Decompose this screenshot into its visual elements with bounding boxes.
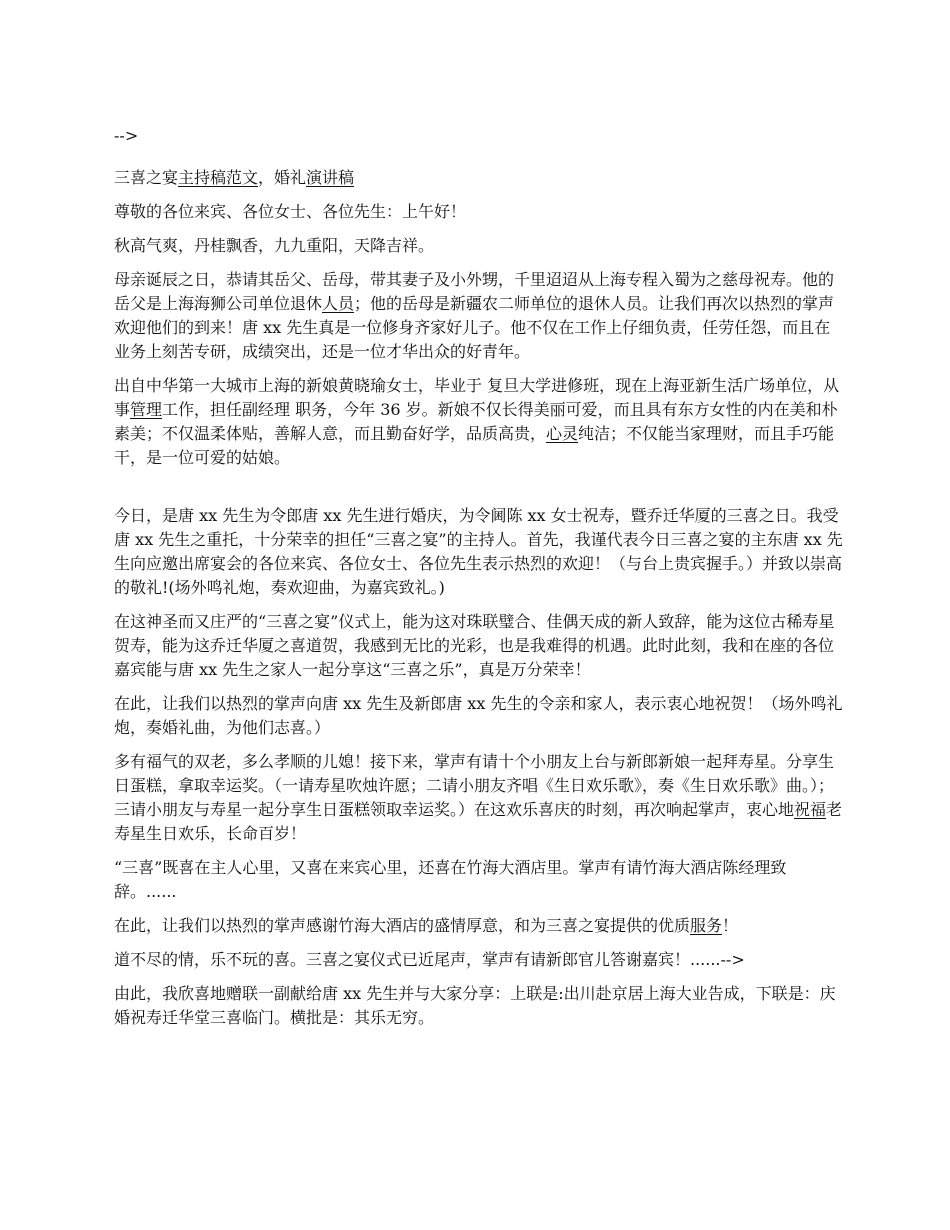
closing-paragraph: 道不尽的情，乐不玩的喜。三喜之宴仪式已近尾声，掌声有请新郎官儿答谢嘉宾！......--> (114, 950, 745, 969)
hosting-script-link[interactable]: 主持稿范文 (178, 168, 259, 187)
document-title (114, 166, 844, 190)
greeting-paragraph: 尊敬的各位来宾、各位女士、各位先生：上午好！ (114, 202, 467, 221)
thanks-text-1: 在此，让我们以热烈的掌声感谢竹海大酒店的盛情厚意，和为三喜之宴提供的优质 (114, 916, 691, 935)
parents-paragraph (114, 268, 844, 364)
document-body (114, 124, 844, 1040)
speech-link[interactable]: 演讲稿 (306, 168, 355, 187)
parents-text-2: ；他的岳母是新疆农二师单位的退休人员。让我们再次以热烈的掌声欢迎他们的到来！唐 xx 先生真是一位修身齐家好儿子。他不仅在工作上仔细负责，任劳任怨，而且在业务上刻苦专研，成绩突出，还是一位才华出众的好青年。 (114, 294, 835, 361)
management-link[interactable]: 管理 (130, 400, 163, 419)
title-text-1: 三喜之宴 (114, 168, 179, 187)
parents-text-1: 母亲诞辰之日，恭请其岳父、岳母，带其妻子及小外甥，千里迢迢从上海专程入蜀为之慈母祝寿。他的岳父是上海海狮公司单位退休 (114, 270, 835, 313)
title-text-2: ，婚礼 (258, 168, 307, 187)
bride-text-3: 纯洁；不仅能当家理财，而且手巧能干，是一位可爱的姑娘。 (114, 424, 835, 467)
hotel-paragraph: “三喜”既喜在主人心里，又喜在来宾心里，还喜在竹海大酒店里。掌声有请竹海大酒店陈经理致辞。...... (114, 858, 787, 901)
birthday-paragraph (114, 750, 844, 846)
ceremony-paragraph: 在这神圣而又庄严的“三喜之宴”仪式上，能为这对珠联璧合、佳偶天成的新人致辞，能为这位古稀寿星贺寿，能为这乔迁华厦之喜道贺，我感到无比的光彩，也是我难得的机遇。此时此刻，我和在座的各位嘉宾能与唐 xx 先生之家人一起分享这“三喜之乐”，真是万分荣幸！ (114, 612, 835, 679)
bride-paragraph (114, 374, 844, 470)
soul-link[interactable]: 心灵 (546, 424, 579, 443)
blessing-link[interactable]: 祝福 (794, 800, 827, 819)
thanks-paragraph (114, 914, 844, 938)
bride-text-1: 出自中华第一大城市上海的新娘黄晓瑜女士，毕业于 复旦大学进修班，现在上海亚新生活广场单位，从事 (114, 376, 840, 419)
opening-paragraph: 今日，是唐 xx 先生为令郎唐 xx 先生进行婚庆，为令阃陈 xx 女士祝寿，暨乔迁华厦的三喜之日。我受唐 xx 先生之重托，十分荣幸的担任“三喜之宴”的主持人。首先，我谨代表今日三喜之宴的主东唐 xx 先生向应邀出席宴会的各位来宾、各位女士、各位先生表示热烈的欢迎！（与台上贵宾握手。）并致以崇高的敬礼!(场外鸣礼炮，奏欢迎曲，为嘉宾致礼。) (114, 506, 843, 597)
congratulation-paragraph: 在此，让我们以热烈的掌声向唐 xx 先生及新郎唐 xx 先生的令亲和家人，表示衷心地祝贺！（场外鸣礼炮，奏婚礼曲，为他们志喜。） (114, 694, 843, 737)
thanks-text-2: ！ (722, 916, 739, 935)
service-link[interactable]: 服务 (690, 916, 723, 935)
comment-marker: --> (114, 126, 139, 145)
birthday-text-1: 多有福气的双老，多么孝顺的儿媳！接下来，掌声有请十个小朋友上台与新郎新娘一起拜寿星。分享生日蛋糕，拿取幸运奖。（一请寿星吹烛许愿；二请小朋友齐唱《生日欢乐歌》，奏《生日欢乐歌》曲。）；三请小朋友与寿星一起分享生日蛋糕领取幸运奖。）在这欢乐喜庆的时刻，再次响起掌声，衷心地 (114, 752, 835, 819)
bride-text-2: 工作，担任副经理 职务，今年 36 岁。新娘不仅长得美丽可爱，而且具有东方女性的内在美和朴素美；不仅温柔体贴，善解人意，而且勤奋好学，品质高贵， (114, 400, 838, 443)
personnel-link[interactable]: 人员 (322, 294, 355, 313)
season-paragraph: 秋高气爽，丹桂飘香，九九重阳，天降吉祥。 (114, 236, 435, 255)
couplet-paragraph: 由此，我欣喜地赠联一副献给唐 xx 先生并与大家分享：上联是:出川赴京居上海大业告成，下联是：庆婚祝寿迁华堂三喜临门。横批是：其乐无穷。 (114, 984, 836, 1027)
birthday-text-2: 老寿星生日欢乐，长命百岁！ (114, 800, 843, 843)
